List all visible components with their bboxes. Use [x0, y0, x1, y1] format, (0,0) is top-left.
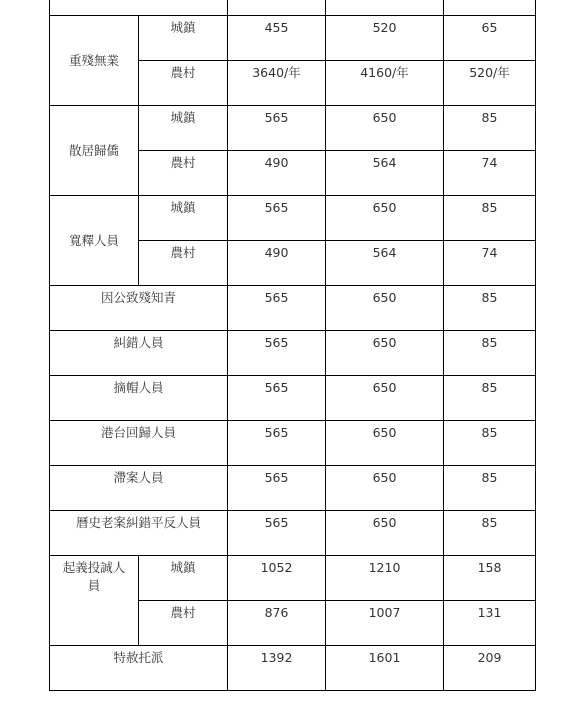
value-text: 565: [264, 290, 289, 305]
value-text: 650: [372, 335, 397, 350]
table-row: [50, 376, 536, 421]
row-label-cell: [50, 421, 228, 466]
value-text: 1392: [260, 650, 293, 665]
value-cell: [444, 196, 536, 241]
value-text: 650: [372, 470, 397, 485]
value-text: 85: [481, 425, 498, 440]
subsidy-table: [49, 0, 536, 691]
value-cell: [228, 466, 326, 511]
value-cell: [444, 601, 536, 646]
value-cell: [228, 601, 326, 646]
area-cell: [139, 241, 228, 286]
value-text: 455: [264, 20, 289, 35]
value-cell: [444, 106, 536, 151]
value-cell: [228, 331, 326, 376]
value-text: 65: [481, 20, 498, 35]
table-row: [50, 511, 536, 556]
value-text: 4160/年: [360, 65, 409, 80]
value-cell: [326, 646, 444, 691]
value-cell: [444, 286, 536, 331]
value-cell: [228, 196, 326, 241]
area-label: 城鎮: [170, 560, 196, 575]
value-cell: [444, 646, 536, 691]
group-label: 重殘無業: [68, 52, 119, 68]
value-cell: [326, 241, 444, 286]
table-row: [50, 16, 536, 61]
value-text: 85: [481, 200, 498, 215]
value-text: 565: [264, 200, 289, 215]
table-row: [50, 466, 536, 511]
row-label-cell: [50, 286, 228, 331]
value-text: 131: [477, 605, 502, 620]
row-label: 摘帽人員: [113, 380, 164, 395]
area-cell: [139, 556, 228, 601]
value-text: 85: [481, 470, 498, 485]
row-label: 滯案人員: [113, 470, 164, 485]
value-text: 565: [264, 380, 289, 395]
area-cell: [139, 151, 228, 196]
value-text: 650: [372, 425, 397, 440]
value-cell: [444, 151, 536, 196]
value-text: 520/年: [469, 65, 510, 80]
value-text: 85: [481, 515, 498, 530]
value-cell: [228, 511, 326, 556]
area-cell: [139, 106, 228, 151]
value-cell: [444, 331, 536, 376]
group-label: 寬釋人員: [68, 232, 119, 248]
value-text: 1007: [368, 605, 401, 620]
value-cell: [444, 241, 536, 286]
table-cell: [50, 0, 228, 16]
value-text: 490: [264, 155, 289, 170]
row-label-cell: [50, 466, 228, 511]
value-text: 1210: [368, 560, 401, 575]
value-cell: [326, 421, 444, 466]
table-row: [50, 556, 536, 601]
table-row: [50, 421, 536, 466]
row-label: 糾錯人員: [113, 335, 164, 350]
value-text: 650: [372, 290, 397, 305]
value-text: 209: [477, 650, 502, 665]
table-row: [50, 331, 536, 376]
value-text: 85: [481, 380, 498, 395]
value-cell: [444, 376, 536, 421]
value-cell: [444, 16, 536, 61]
value-cell: [444, 556, 536, 601]
row-label: 港台回歸人員: [100, 425, 176, 440]
table-cell: [326, 0, 444, 16]
value-text: 650: [372, 200, 397, 215]
value-cell: [228, 646, 326, 691]
value-text: 74: [481, 245, 498, 260]
value-text: 85: [481, 290, 498, 305]
table-row: [50, 646, 536, 691]
area-label: 城鎮: [170, 20, 196, 35]
group-label-cell: [50, 196, 139, 286]
area-label: 農村: [170, 245, 196, 260]
table-cell: [228, 0, 326, 16]
value-cell: [326, 556, 444, 601]
area-cell: [139, 61, 228, 106]
value-text: 74: [481, 155, 498, 170]
value-text: 85: [481, 335, 498, 350]
group-label-cell: [50, 556, 139, 646]
value-cell: [228, 376, 326, 421]
row-label-cell: [50, 331, 228, 376]
value-text: 490: [264, 245, 289, 260]
area-label: 農村: [170, 155, 196, 170]
value-text: 564: [372, 155, 397, 170]
value-text: 1052: [260, 560, 293, 575]
value-cell: [326, 331, 444, 376]
value-cell: [444, 466, 536, 511]
table-row: [50, 196, 536, 241]
value-text: 876: [264, 605, 289, 620]
value-cell: [326, 196, 444, 241]
value-cell: [444, 511, 536, 556]
value-cell: [228, 151, 326, 196]
value-text: 565: [264, 110, 289, 125]
area-label: 農村: [170, 605, 196, 620]
table-cell: [444, 0, 536, 16]
row-label-cell: [50, 646, 228, 691]
value-cell: [326, 16, 444, 61]
value-text: 520: [372, 20, 397, 35]
value-text: 650: [372, 110, 397, 125]
value-cell: [326, 601, 444, 646]
value-cell: [326, 151, 444, 196]
value-text: 565: [264, 425, 289, 440]
value-text: 85: [481, 110, 498, 125]
table-row: [50, 286, 536, 331]
value-cell: [228, 241, 326, 286]
group-label-cell: [50, 106, 139, 196]
value-text: 650: [372, 515, 397, 530]
value-cell: [444, 61, 536, 106]
value-text: 564: [372, 245, 397, 260]
value-text: 565: [264, 515, 289, 530]
area-label: 城鎮: [170, 110, 196, 125]
table-row: [50, 106, 536, 151]
area-cell: [139, 16, 228, 61]
table-row: [50, 0, 536, 16]
value-cell: [228, 421, 326, 466]
value-text: 565: [264, 335, 289, 350]
area-cell: [139, 601, 228, 646]
value-cell: [326, 376, 444, 421]
value-cell: [326, 61, 444, 106]
value-cell: [228, 106, 326, 151]
value-text: 3640/年: [252, 65, 301, 80]
value-cell: [444, 421, 536, 466]
row-label: 特赦托派: [113, 650, 164, 665]
group-label: 起義投誠人員: [62, 560, 126, 593]
value-cell: [326, 466, 444, 511]
value-cell: [228, 556, 326, 601]
value-text: 565: [264, 470, 289, 485]
value-text: 650: [372, 380, 397, 395]
value-cell: [326, 286, 444, 331]
area-cell: [139, 196, 228, 241]
group-label: 散居歸僑: [68, 142, 119, 158]
value-cell: [228, 286, 326, 331]
value-cell: [326, 106, 444, 151]
value-cell: [228, 16, 326, 61]
row-label-cell: [50, 376, 228, 421]
row-label: 曆史老案糾錯平反人員: [75, 515, 201, 530]
value-text: 1601: [368, 650, 401, 665]
row-label-cell: [50, 511, 228, 556]
value-cell: [326, 511, 444, 556]
group-label-cell: [50, 16, 139, 106]
value-text: 158: [477, 560, 502, 575]
area-label: 城鎮: [170, 200, 196, 215]
area-label: 農村: [170, 65, 196, 80]
row-label: 因公致殘知青: [100, 290, 176, 305]
value-cell: [228, 61, 326, 106]
